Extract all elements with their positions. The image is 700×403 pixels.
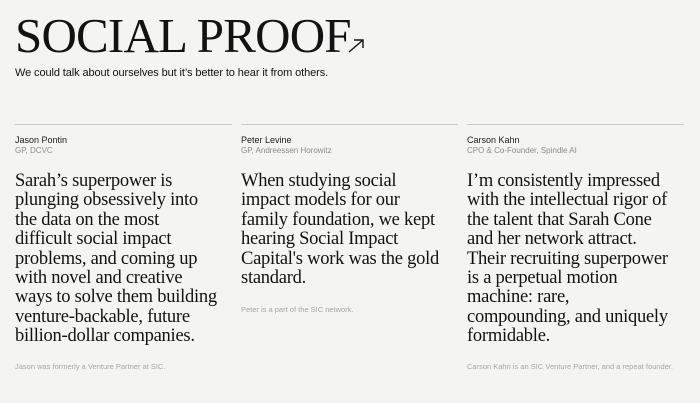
quote-line: plunging obsessively into bbox=[15, 190, 198, 211]
quote-line: and her network attract. bbox=[467, 229, 637, 250]
testimonial-card bbox=[241, 124, 458, 390]
quote-line: formidable. bbox=[467, 326, 551, 347]
testimonial-card bbox=[467, 124, 684, 390]
testimonial-author-name: Peter Levine bbox=[241, 135, 292, 145]
testimonial-author-name: Jason Pontin bbox=[15, 135, 68, 145]
quote-line: Sarah’s superpower is bbox=[15, 171, 173, 191]
quote-line: hearing Social Impact bbox=[241, 229, 399, 250]
testimonial-author-name: Carson Kahn bbox=[467, 135, 520, 145]
quote-line: venture-backable, future bbox=[15, 306, 190, 327]
arrow-up-right-icon[interactable] bbox=[346, 38, 366, 54]
quote-line: When studying social bbox=[241, 171, 397, 191]
quote-line: I’m consistently impressed bbox=[467, 171, 660, 191]
quote-line: with novel and creative bbox=[15, 268, 183, 289]
testimonial-footnote: Jason was formerly a Venture Partner at SIC. bbox=[15, 362, 166, 371]
testimonial-footnote: Carson Kahn is an SIC Venture Partner, and a repeat founder. bbox=[467, 362, 673, 371]
testimonial-author-role: CPO & Co-Founder, Spindle AI bbox=[467, 146, 577, 155]
quote-line: billion-dollar companies. bbox=[15, 326, 195, 347]
testimonial-card bbox=[15, 124, 232, 390]
quote-line: difficult social impact bbox=[15, 229, 172, 250]
testimonial-quote bbox=[467, 172, 685, 347]
quote-line: with the intellectual rigor of bbox=[467, 190, 668, 211]
quote-line: the talent that Sarah Cone bbox=[467, 209, 652, 230]
quote-line: is a perpetual motion bbox=[467, 268, 618, 289]
quote-line: Capital's work was the gold bbox=[241, 248, 439, 269]
page-title: SOCIAL PROOF bbox=[15, 8, 351, 63]
page-subtitle: We could talk about ourselves but it’s better to hear it from others. bbox=[15, 67, 329, 79]
quote-line: standard. bbox=[241, 268, 307, 289]
testimonial-author-role: GP, DCVC bbox=[15, 146, 53, 155]
quote-line: the data on the most bbox=[15, 209, 159, 230]
testimonial-quote bbox=[241, 172, 459, 288]
quote-line: Their recruiting superpower bbox=[467, 248, 668, 269]
testimonial-quote bbox=[15, 172, 233, 347]
quote-line: ways to solve them building bbox=[15, 287, 217, 308]
testimonial-author-role: GP, Andreessen Horowitz bbox=[241, 146, 332, 155]
testimonial-footnote: Peter is a part of the SIC network. bbox=[241, 305, 354, 314]
quote-line: impact models for our bbox=[241, 190, 400, 211]
quote-line: family foundation, we kept bbox=[241, 209, 435, 230]
quote-line: compounding, and uniquely bbox=[467, 306, 668, 327]
quote-line: machine: rare, bbox=[467, 287, 570, 308]
quote-line: problems, and coming up bbox=[15, 248, 198, 269]
